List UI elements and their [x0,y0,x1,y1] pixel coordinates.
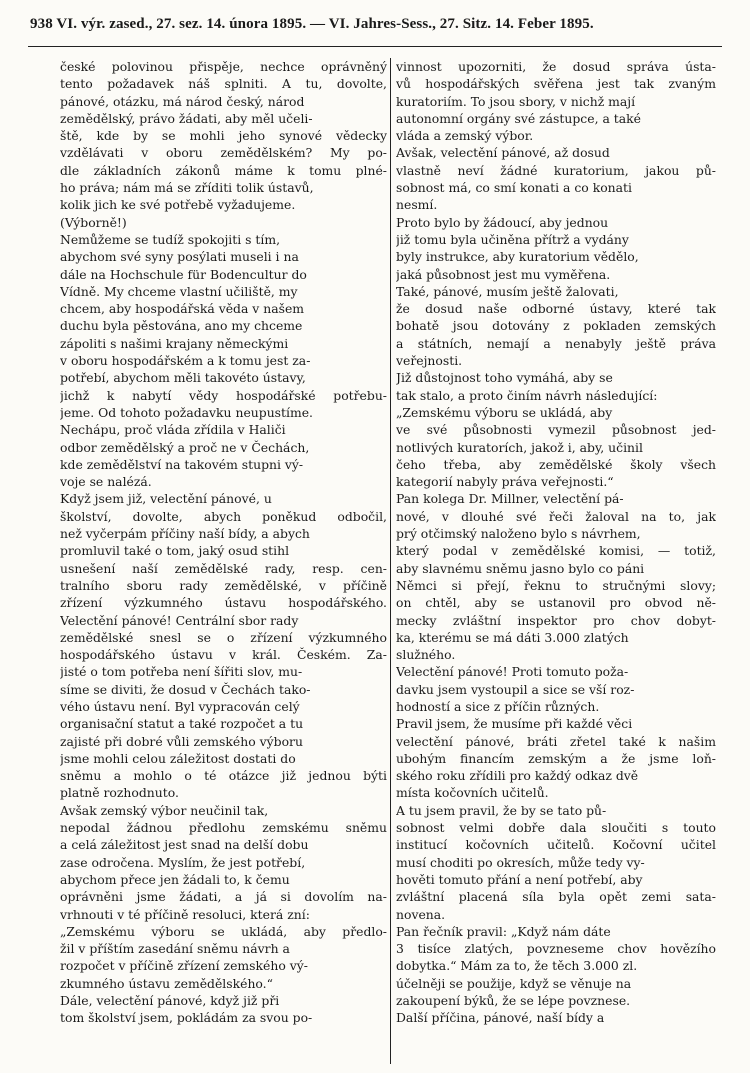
page-header: 938 VI. výr. zased., 27. sez. 14. února 1895. — VI. Jahres-Sess., 27. Sitz. 14. Feber 1895. [30,16,594,32]
text-line: voje se nalézá. [60,474,152,490]
text-line: vláda a zemský výbor. [396,128,534,144]
text-line: Velectění pánové! Centrální sbor rady [60,612,299,628]
text-line: vého ústavu není. Byl vypracován celý [60,698,300,714]
text-line: vzdělávati v oboru zemědělském? My po- [60,145,387,161]
text-line: žil v příštím zasedání sněmu návrh a [60,941,290,957]
text-line: abychom své syny posýlati museli i na [60,249,299,265]
text-line: Němci si přejí, řeknu to stručnými slovy; [396,577,716,593]
text-line: ve své působnosti vymezil působnost jed- [396,422,716,438]
text-line: potřebí, abychom měli takovéto ústavy, [60,370,306,386]
text-line: bohatě jsou dotovány z pokladen zemských [396,318,716,334]
text-line: oprávněni jsme žádati, a já si dovolím na- [60,889,387,905]
text-line: v oboru hospodářském a k tomu jest za- [60,353,311,369]
text-line: účelněji se použije, když se věnuje na [396,975,632,991]
text-line: novena. [396,906,446,922]
text-line: zřízení výzkumného ústavu hospodářského. [60,595,387,611]
text-line: hospodářského ústavu v král. Českém. Za- [60,647,387,663]
text-line: organisační statut a také rozpočet a tu [60,716,304,732]
text-line: zápoliti s našimi krajany německými [60,335,289,351]
text-line: sobnost velmi dobře dala sloučiti s touto [396,820,716,836]
text-line: hověti tomuto přání a není potřebí, aby [396,871,643,887]
text-line: dále na Hochschule für Bodencultur do [60,266,307,282]
text-line: zemědělské snesl se o zřízení výzkumného [60,629,387,645]
text-line: zase odročena. Myslím, že jest potřebí, [60,854,306,870]
text-line: A tu jsem pravil, že by se tato pů- [396,802,607,818]
left-column [60,58,387,1027]
text-line: byly instrukce, aby kuratorium vědělo, [396,249,639,265]
text-line: již tomu byla učiněna přítrž a vydány [396,231,629,247]
text-line: služného. [396,647,456,663]
text-line: platně rozhodnuto. [60,785,179,801]
text-line: zemědělský, právo žádati, aby měl učeli- [60,110,313,126]
text-line: jeme. Od tohoto požadavku neupustíme. [60,404,313,420]
text-line: musí choditi po okresích, může tedy vy- [396,854,645,870]
text-line: vinnost upozorniti, že dosud správa ústa- [396,59,716,74]
text-line: Další příčina, pánové, naší bídy a [396,1010,605,1026]
text-line: Vídně. My chceme vlastní učiliště, my [60,283,298,299]
text-line: čeho třeba, aby zemědělské školy všech [396,456,716,472]
text-line: Velectění pánové! Proti tomuto poža- [396,664,629,680]
text-line: velectění pánové, bráti zřetel také k našim [396,733,716,749]
text-line: sobnost má, co smí konati a co konati [396,180,632,196]
text-line: jisté o tom potřeba není šířiti slov, mu- [60,664,303,680]
text-line: vrhnouti v té příčině resoluci, která zní: [60,906,310,922]
text-line: mecky zvláštní inspektor pro chov dobyt- [396,612,716,628]
text-line: který podal v zemědělské komisi, — totiž, [396,543,716,559]
text-line: Avšak, velectění pánové, až dosud [396,145,610,161]
text-line: ho práva; nám má se zříditi tolik ústavů, [60,180,314,196]
text-line: zajisté při dobré vůli zemského výboru [60,733,303,749]
text-line: dobytka.“ Mám za to, že těch 3.000 zl. [396,958,638,974]
text-line: davku jsem vystoupil a sice se vší roz- [396,681,635,697]
text-line: než vyčerpám příčiny naší bídy, a abych [60,526,310,542]
text-line: Pan řečník pravil: „Když nám dáte [396,923,611,939]
text-line: ka, kterému se má dáti 3.000 zlatých [396,629,629,645]
text-line: pánové, otázku, má národ český, národ [60,93,305,109]
text-line: Proto bylo by žádoucí, aby jednou [396,214,609,230]
text-line: notlivých kuratorích, jakož i, aby, učinil [396,439,643,455]
text-line: prý otčimský naloženo bylo s návrhem, [396,526,641,542]
text-line: Pravil jsem, že musíme při každé věci [396,716,633,732]
text-line: ského roku zřídili pro každý odkaz dvě [396,768,639,784]
text-line: místa kočovních učitelů. [396,785,549,801]
text-line: síme se diviti, že dosud v Čechách tako- [60,681,311,697]
text-line: dle základních zákonů máme k tomu plné- [60,162,387,178]
text-line: chcem, aby hospodářská věda v našem [60,301,305,317]
text-line: české polovinou přispěje, nechce oprávněný [60,59,387,74]
text-line: sněmu a mohlo o té otázce již jednou býti [60,768,387,784]
text-line: jichž k nabytí vědy hospodářské potřebu- [60,387,387,403]
text-line: on chtěl, aby se ustanovil pro obvod ně- [396,595,716,611]
text-line: vlastně neví žádné kuratorium, jakou pů- [396,162,716,178]
text-line: kolik jich ke své potřebě vyžadujeme. [60,197,296,213]
text-line: veřejnosti. [396,353,463,369]
text-line: jaká působnost jest mu vyměřena. [396,266,611,282]
header-rule [28,46,722,47]
text-line: hodností a sice z příčin různých. [396,698,600,714]
text-line: Nechápu, proč vláda zřídila v Haliči [60,422,286,438]
text-line: jsme mohli celou záležitost dostati do [60,750,296,766]
text-line: tom školství jsem, pokládám za svou po- [60,1010,313,1026]
text-line: „Zemskému výboru se ukládá, aby předlo- [60,923,387,939]
text-line: abychom přece jen žádali to, k čemu [60,871,290,887]
text-line: zvláštní placená síla byla opět zemi sata- [396,889,716,905]
text-line: tak stalo, a proto činím návrh následující: [396,387,658,403]
text-line: tralního sboru rady zemědělské, v příčině [60,577,387,593]
text-line: Avšak zemský výbor neučinil tak, [60,802,269,818]
text-line: aby slavnému sněmu jasno bylo co páni [396,560,645,576]
text-line: duchu byla pěstována, ano my chceme [60,318,303,334]
text-line: ubohým financím zemským a že jsme loň- [396,750,716,766]
text-line: a státních, nemají a nenabyly ještě práva [396,335,716,351]
column-divider [390,58,391,1064]
text-line: Také, pánové, musím ještě žalovati, [396,283,619,299]
text-line: Dále, velectění pánové, když již při [60,993,280,1009]
text-line: institucí kočovních učitelů. Kočovní učitel [396,837,716,853]
text-line: „Zemskému výboru se ukládá, aby [396,404,613,420]
text-line: Když jsem již, velectění pánové, u [60,491,272,507]
text-line: školství, dovolte, abych poněkud odbočil, [60,508,387,524]
text-line: nesmí. [396,197,438,213]
text-line: Nemůžeme se tudíž spokojiti s tím, [60,231,281,247]
text-line: a celá záležitost jest snad na delší dobu [60,837,309,853]
text-line: zakoupení býků, že se lépe povznese. [396,993,631,1009]
text-line: kategorií nabyly práva veřejnosti.“ [396,474,614,490]
text-line: že dosud naše odborné ústavy, které tak [396,301,716,317]
text-line: promluvil také o tom, jaký osud stihl [60,543,290,559]
text-line: 3 tisíce zlatých, povzneseme chov hovězího [396,941,716,957]
text-line: tento požadavek náš splniti. A tu, dovolte, [60,76,387,92]
text-line: vů hospodářských svěřena jest tak zvaným [396,76,716,92]
text-line: usnešení naší zemědělské rady, resp. cen- [60,560,387,576]
text-line: odbor zemědělský a proč ne v Čechách, [60,439,310,455]
text-line: Již důstojnost toho vymáhá, aby se [396,370,613,386]
text-line: rozpočet v příčině zřízení zemského vý- [60,958,308,974]
text-line: nové, v dlouhé své řeči žaloval na to, jak [396,508,716,524]
text-line: zkumného ústavu zemědělského.“ [60,975,273,991]
right-column [396,58,716,1027]
text-line: kuratoriím. To jsou sbory, v nichž mají [396,93,636,109]
text-line: (Výborně!) [60,214,127,230]
text-line: nepodal žádnou předlohu zemskému sněmu [60,820,387,836]
text-line: autonomní orgány své zástupce, a také [396,110,641,126]
text-line: Pan kolega Dr. Millner, velectění pá- [396,491,624,507]
text-line: ště, kde by se mohli jeho synové vědecky [60,128,387,144]
text-line: kde zemědělství na takovém stupni vý- [60,456,304,472]
